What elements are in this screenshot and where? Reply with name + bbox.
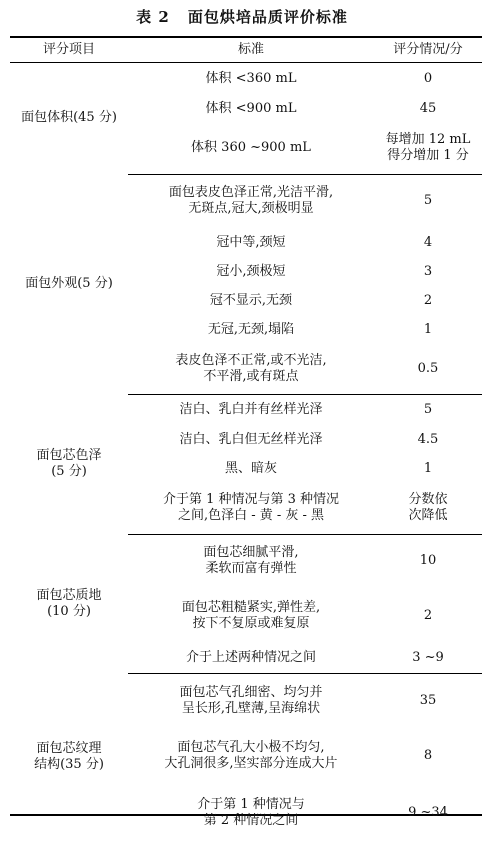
table-row	[10, 174, 482, 228]
score-cell: 0.5	[374, 344, 482, 394]
standard-cell: 体积 360 ~900 mL	[128, 123, 374, 174]
standard-cell: 介于第 1 种情况与 第 2 种情况之间	[197, 796, 305, 828]
standard-cell: 黑、暗灰	[224, 460, 277, 476]
score-cell: 3	[423, 263, 433, 279]
category-cell: 面包体积(45 分)	[21, 110, 117, 125]
score-cell: 35	[419, 692, 437, 708]
standard-cell: 无冠,无颈,塌陷	[207, 321, 295, 337]
score-cell: 8	[423, 748, 433, 763]
category-cell: 面包外观(5 分)	[25, 276, 113, 291]
score-cell: 9 ~34	[408, 804, 448, 820]
score-cell: 1	[423, 321, 433, 337]
standard-cell: 介于第 1 种情况与第 3 种情况 之间,色泽白 - 黄 - 灰 - 黑	[128, 483, 374, 534]
table-row	[10, 673, 482, 728]
score-cell: 4	[423, 234, 433, 250]
standard-cell: 面包芯细腻平滑, 柔软而富有弹性	[203, 545, 299, 577]
evaluation-table	[10, 38, 482, 841]
standard-cell: 表皮色泽不正常,或不光洁, 不平滑,或有斑点	[128, 344, 374, 394]
standard-cell: 面包芯气孔细密、均匀并 呈长形,孔壁薄,呈海绵状	[179, 684, 323, 716]
column-header-item: 评分项目	[42, 42, 95, 57]
score-cell: 分数依 次降低	[374, 483, 482, 534]
standard-cell: 洁白、乳白但无丝样光泽	[179, 431, 323, 447]
score-cell: 4.5	[417, 431, 439, 447]
table-caption	[0, 6, 484, 27]
column-header-score: 评分情况/分	[393, 42, 463, 57]
column-header-standard: 标准	[237, 42, 264, 57]
score-cell: 5	[423, 401, 433, 417]
table-row	[10, 394, 482, 425]
standard-cell: 冠中等,颈短	[216, 234, 286, 250]
table-row	[10, 62, 482, 95]
table-title: 面包烘培品质评价标准	[187, 8, 348, 26]
score-cell: 5	[423, 193, 433, 209]
standard-cell: 面包芯气孔大小极不均匀, 大孔洞很多,坚实部分连成大片	[164, 740, 338, 771]
category-cell: 面包芯色泽 (5 分)	[36, 448, 102, 479]
score-cell: 10	[419, 553, 437, 569]
header-row	[10, 38, 482, 62]
score-cell: 3 ~9	[374, 643, 482, 673]
standard-cell: 体积 <900 mL	[205, 101, 297, 116]
score-cell: 每增加 12 mL 得分增加 1 分	[374, 123, 482, 174]
score-cell: 1	[423, 460, 433, 476]
score-cell: 2	[423, 292, 433, 308]
standard-cell: 面包表皮色泽正常,光洁平滑, 无斑点,冠大,颈极明显	[168, 185, 334, 217]
category-cell: 面包芯纹理 结构(35 分)	[34, 741, 104, 772]
standard-cell: 洁白、乳白并有丝样光泽	[179, 401, 323, 417]
table-number: 表 2	[136, 8, 170, 26]
score-cell: 0	[423, 70, 433, 86]
score-cell: 45	[419, 101, 437, 116]
standard-cell: 面包芯粗糙紧实,弹性差, 按下不复原或难复原	[181, 599, 321, 631]
standard-cell: 介于上述两种情况之间	[128, 643, 374, 673]
standard-cell: 冠不显示,无颈	[209, 292, 293, 308]
category-cell: 面包芯质地 (10 分)	[36, 587, 102, 619]
table-row	[10, 534, 482, 588]
standard-cell: 冠小,颈极短	[216, 263, 286, 279]
standard-cell: 体积 <360 mL	[205, 70, 297, 86]
score-cell: 2	[423, 607, 433, 623]
